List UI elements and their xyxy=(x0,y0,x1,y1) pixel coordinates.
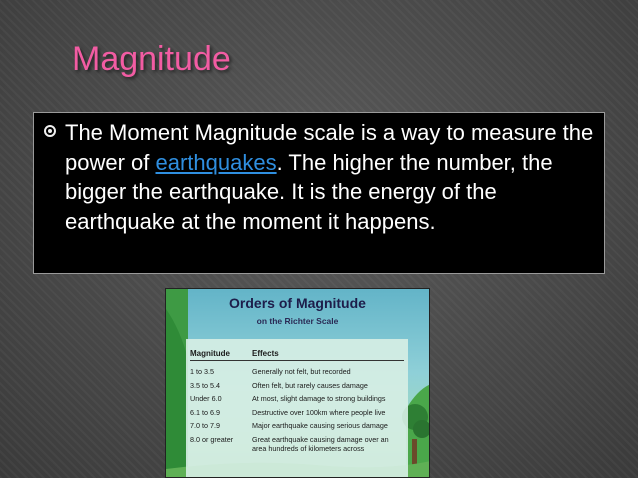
magnitude-table xyxy=(186,339,408,477)
effects-cell: At most, slight damage to strong buildings xyxy=(252,394,386,403)
table-header xyxy=(190,347,404,361)
effects-cell: Great earthquake causing damage over an area hundreds of kilometers across xyxy=(252,434,389,453)
magnitude-cell: 6.1 to 6.9 xyxy=(190,407,220,417)
table-body xyxy=(190,365,404,455)
table-row xyxy=(190,406,404,420)
figure-subtitle: on the Richter Scale xyxy=(256,316,339,326)
effects-cell: Generally not felt, but recorded xyxy=(252,367,351,376)
table-row xyxy=(190,419,404,433)
column-header-magnitude: Magnitude xyxy=(190,349,230,358)
magnitude-cell: 8.0 or greater xyxy=(190,434,234,444)
magnitude-cell: 3.5 to 5.4 xyxy=(190,380,220,390)
table-row xyxy=(190,392,404,406)
bullet-text-end: . The higher the number, the bigger the earthquake. It is the energy of the earthquake at the moment it happens. xyxy=(65,149,553,234)
magnitude-cell: Under 6.0 xyxy=(190,394,222,403)
bullet-circle-icon xyxy=(44,125,56,137)
effects-cell: Often felt, but rarely causes damage xyxy=(252,380,368,390)
column-header-effects: Effects xyxy=(252,349,279,358)
effects-cell: Destructive over 100km where people live xyxy=(252,407,386,417)
table-row xyxy=(190,433,404,455)
figure-title: Orders of Magnitude xyxy=(229,295,366,311)
richter-scale-figure xyxy=(165,288,430,478)
table-row xyxy=(190,379,404,393)
magnitude-cell: 1 to 3.5 xyxy=(190,367,214,376)
effects-cell: Major earthquake causing serious damage xyxy=(252,421,388,430)
table-row xyxy=(190,365,404,379)
bullet-paragraph xyxy=(65,118,600,236)
slide-title: Magnitude xyxy=(72,40,231,78)
bullet-textbox xyxy=(33,112,605,274)
bullet-text-start: The Moment Magnitude scale is a way to measure the power of xyxy=(65,120,594,175)
earthquakes-link[interactable]: earthquakes xyxy=(155,149,277,175)
magnitude-cell: 7.0 to 7.9 xyxy=(190,421,220,430)
